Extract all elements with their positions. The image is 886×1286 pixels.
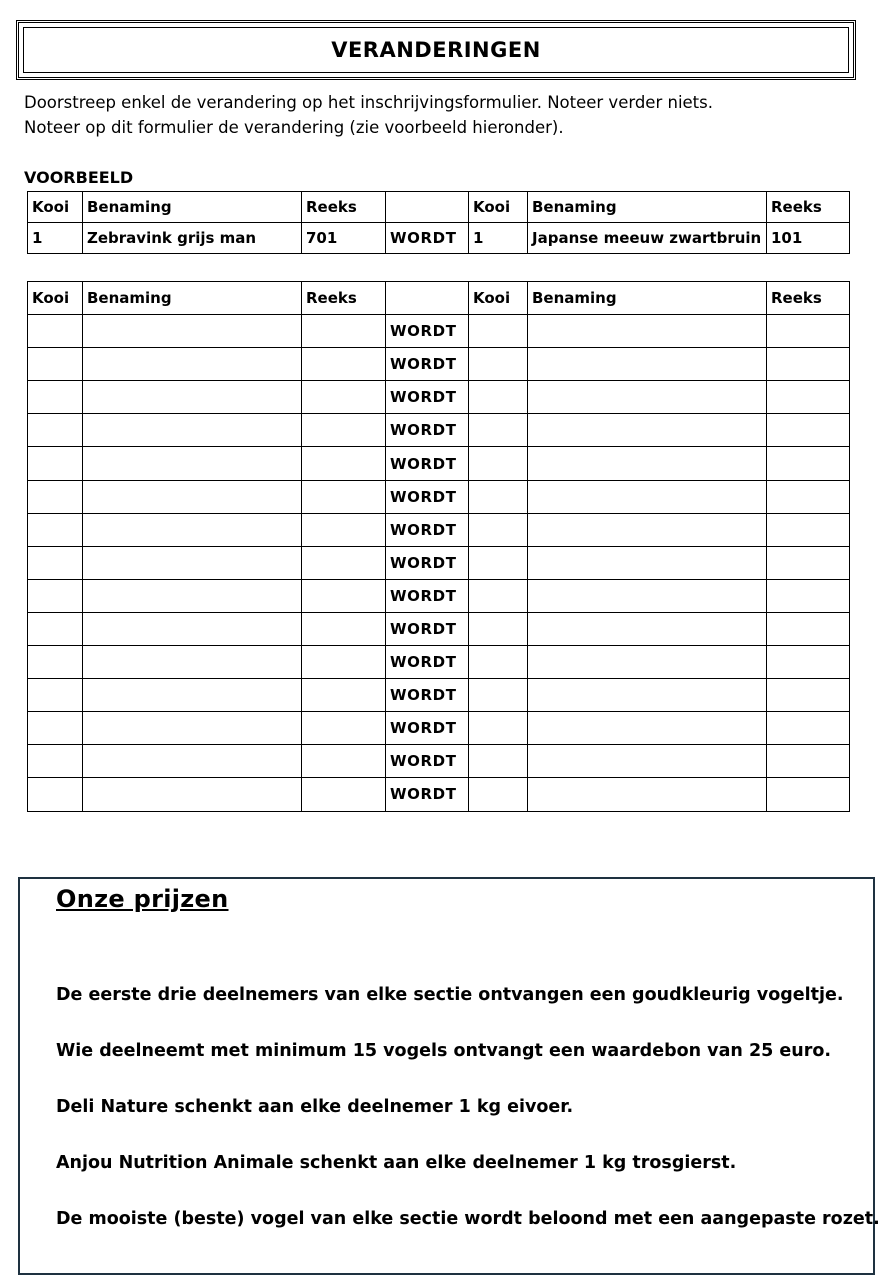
fill-in-cell[interactable] [83, 381, 302, 414]
fill-in-cell[interactable] [28, 348, 83, 381]
fill-in-cell[interactable] [528, 646, 767, 679]
header-cell: Kooi [28, 282, 83, 315]
header-cell: Benaming [83, 282, 302, 315]
fill-in-cell[interactable] [469, 414, 528, 447]
fill-in-cell[interactable] [767, 348, 850, 381]
fill-in-cell[interactable] [767, 381, 850, 414]
wordt-cell: WORDT [386, 447, 469, 480]
wordt-cell: WORDT [386, 348, 469, 381]
fill-in-cell[interactable] [302, 612, 386, 645]
fill-in-cell[interactable] [302, 745, 386, 778]
header-cell: Kooi [469, 282, 528, 315]
table-cell: 701 [302, 223, 386, 254]
fill-in-cell[interactable] [767, 480, 850, 513]
wordt-cell: WORDT [386, 712, 469, 745]
change-row [28, 348, 850, 381]
instruction-line: Noteer op dit formulier de verandering (zie voorbeeld hieronder). [24, 118, 564, 137]
prices-box [18, 877, 880, 1275]
fill-in-cell[interactable] [302, 315, 386, 348]
fill-in-cell[interactable] [302, 480, 386, 513]
fill-in-cell[interactable] [767, 513, 850, 546]
header-cell [386, 192, 469, 223]
wordt-cell: WORDT [386, 778, 469, 811]
fill-in-cell[interactable] [28, 745, 83, 778]
fill-in-cell[interactable] [83, 447, 302, 480]
example-row [28, 223, 850, 254]
fill-in-cell[interactable] [83, 513, 302, 546]
wordt-cell: WORDT [386, 381, 469, 414]
fill-in-cell[interactable] [528, 447, 767, 480]
header-cell: Reeks [302, 192, 386, 223]
header-cell: Kooi [28, 192, 83, 223]
change-row [28, 745, 850, 778]
fill-in-cell[interactable] [83, 579, 302, 612]
fill-in-cell[interactable] [528, 679, 767, 712]
fill-in-cell[interactable] [767, 579, 850, 612]
fill-in-cell[interactable] [469, 546, 528, 579]
fill-in-cell[interactable] [469, 778, 528, 811]
fill-in-cell[interactable] [28, 579, 83, 612]
fill-in-cell[interactable] [28, 315, 83, 348]
fill-in-cell[interactable] [83, 348, 302, 381]
change-row [28, 381, 850, 414]
fill-in-cell[interactable] [767, 447, 850, 480]
change-row [28, 612, 850, 645]
fill-in-cell[interactable] [302, 348, 386, 381]
change-row [28, 546, 850, 579]
instructions [24, 90, 854, 140]
example-label: VOORBEELD [24, 168, 134, 187]
wordt-cell: WORDT [386, 679, 469, 712]
fill-in-cell[interactable] [28, 513, 83, 546]
change-row [28, 315, 850, 348]
fill-in-cell[interactable] [469, 315, 528, 348]
fill-in-cell[interactable] [302, 447, 386, 480]
fill-in-cell[interactable] [528, 546, 767, 579]
fill-in-cell[interactable] [302, 414, 386, 447]
table-cell: 1 [469, 223, 528, 254]
fill-in-cell[interactable] [83, 646, 302, 679]
fill-in-cell[interactable] [83, 778, 302, 811]
fill-in-cell[interactable] [83, 315, 302, 348]
change-row [28, 513, 850, 546]
change-row [28, 679, 850, 712]
fill-in-cell[interactable] [83, 612, 302, 645]
fill-in-cell[interactable] [302, 679, 386, 712]
fill-in-cell[interactable] [83, 480, 302, 513]
fill-in-cell[interactable] [28, 447, 83, 480]
wordt-cell: WORDT [386, 315, 469, 348]
fill-in-cell[interactable] [469, 579, 528, 612]
fill-in-cell[interactable] [302, 646, 386, 679]
prices-line: Anjou Nutrition Animale schenkt aan elke deelnemer 1 kg trosgierst. [56, 1153, 737, 1173]
fill-in-cell[interactable] [302, 546, 386, 579]
fill-in-cell[interactable] [28, 646, 83, 679]
wordt-cell: WORDT [386, 480, 469, 513]
title-box [16, 20, 856, 80]
fill-in-cell[interactable] [528, 348, 767, 381]
fill-in-cell[interactable] [767, 646, 850, 679]
example-table [27, 191, 850, 254]
change-row [28, 447, 850, 480]
change-row [28, 579, 850, 612]
table-header-row [28, 282, 850, 315]
fill-in-cell[interactable] [767, 679, 850, 712]
fill-in-cell[interactable] [28, 712, 83, 745]
change-row [28, 778, 850, 811]
prices-line: De mooiste (beste) vogel van elke sectie wordt beloond met een aangepaste rozet. [56, 1209, 880, 1229]
wordt-cell: WORDT [386, 546, 469, 579]
header-cell: Reeks [302, 282, 386, 315]
fill-in-cell[interactable] [469, 712, 528, 745]
fill-in-cell[interactable] [767, 414, 850, 447]
header-cell: Benaming [528, 282, 767, 315]
change-row [28, 414, 850, 447]
fill-in-cell[interactable] [528, 579, 767, 612]
fill-in-cell[interactable] [28, 381, 83, 414]
header-cell: Reeks [767, 192, 850, 223]
wordt-cell: WORDT [386, 612, 469, 645]
wordt-cell: WORDT [386, 414, 469, 447]
fill-in-cell[interactable] [28, 414, 83, 447]
prices-title: Onze prijzen [56, 885, 229, 913]
fill-in-cell[interactable] [767, 745, 850, 778]
fill-in-cell[interactable] [302, 778, 386, 811]
fill-in-cell[interactable] [83, 712, 302, 745]
fill-in-cell[interactable] [28, 480, 83, 513]
fill-in-cell[interactable] [767, 712, 850, 745]
fill-in-cell[interactable] [83, 679, 302, 712]
fill-in-cell[interactable] [469, 381, 528, 414]
fill-in-cell[interactable] [302, 513, 386, 546]
fill-in-cell[interactable] [302, 579, 386, 612]
header-cell: Kooi [469, 192, 528, 223]
wordt-cell: WORDT [386, 646, 469, 679]
page-title: VERANDERINGEN [23, 27, 849, 73]
fill-in-cell[interactable] [28, 778, 83, 811]
fill-in-cell[interactable] [528, 778, 767, 811]
fill-in-cell[interactable] [767, 546, 850, 579]
fill-in-cell[interactable] [469, 480, 528, 513]
header-cell: Reeks [767, 282, 850, 315]
fill-in-cell[interactable] [528, 513, 767, 546]
table-cell: Japanse meeuw zwartbruin [528, 223, 767, 254]
prices-line: Wie deelneemt met minimum 15 vogels ontvangt een waardebon van 25 euro. [56, 1041, 832, 1061]
fill-in-cell[interactable] [528, 480, 767, 513]
fill-in-cell[interactable] [302, 381, 386, 414]
fill-in-cell[interactable] [469, 646, 528, 679]
fill-in-cell[interactable] [469, 612, 528, 645]
header-cell: Benaming [83, 192, 302, 223]
wordt-cell: WORDT [386, 223, 469, 254]
wordt-cell: WORDT [386, 745, 469, 778]
fill-in-cell[interactable] [83, 546, 302, 579]
fill-in-cell[interactable] [83, 414, 302, 447]
fill-in-cell[interactable] [528, 315, 767, 348]
fill-in-cell[interactable] [469, 447, 528, 480]
fill-in-cell[interactable] [767, 612, 850, 645]
header-cell: Benaming [528, 192, 767, 223]
fill-in-cell[interactable] [767, 315, 850, 348]
fill-in-cell[interactable] [469, 679, 528, 712]
fill-in-cell[interactable] [28, 679, 83, 712]
fill-in-cell[interactable] [528, 745, 767, 778]
fill-in-cell[interactable] [28, 612, 83, 645]
table-header-row [28, 192, 850, 223]
wordt-cell: WORDT [386, 579, 469, 612]
fill-in-cell[interactable] [469, 513, 528, 546]
table-cell: Zebravink grijs man [83, 223, 302, 254]
fill-in-cell[interactable] [28, 546, 83, 579]
fill-in-cell[interactable] [469, 745, 528, 778]
table-cell: 101 [767, 223, 850, 254]
changes-table [27, 281, 850, 812]
prices-line: Deli Nature schenkt aan elke deelnemer 1 kg eivoer. [56, 1097, 574, 1117]
fill-in-cell[interactable] [528, 712, 767, 745]
fill-in-cell[interactable] [528, 414, 767, 447]
wordt-cell: WORDT [386, 513, 469, 546]
change-row [28, 480, 850, 513]
change-row [28, 712, 850, 745]
header-cell [386, 282, 469, 315]
change-row [28, 646, 850, 679]
fill-in-cell[interactable] [302, 712, 386, 745]
fill-in-cell[interactable] [83, 745, 302, 778]
fill-in-cell[interactable] [469, 348, 528, 381]
fill-in-cell[interactable] [767, 778, 850, 811]
fill-in-cell[interactable] [528, 381, 767, 414]
table-cell: 1 [28, 223, 83, 254]
fill-in-cell[interactable] [528, 612, 767, 645]
instruction-line: Doorstreep enkel de verandering op het inschrijvingsformulier. Noteer verder niets. [24, 93, 713, 112]
prices-line: De eerste drie deelnemers van elke sectie ontvangen een goudkleurig vogeltje. [56, 985, 844, 1005]
